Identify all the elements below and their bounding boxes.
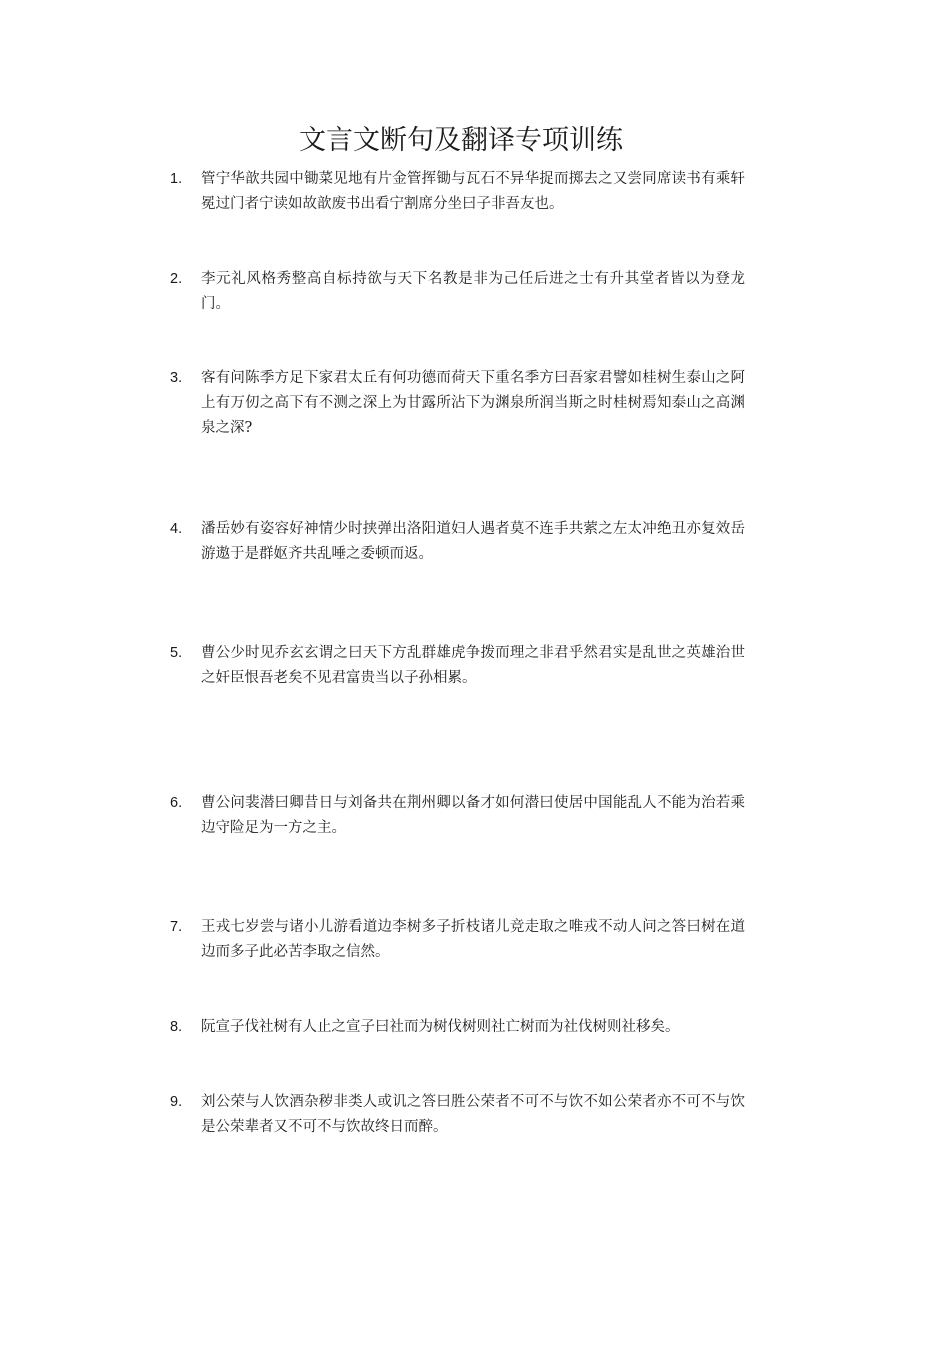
item-number: 8. <box>170 1019 183 1035</box>
exercise-item-6 <box>170 791 745 841</box>
item-text: 刘公荣与人饮酒杂秽非类人或讥之答曰胜公荣者不可不与饮不如公荣者亦不可不与饮是公荣辈者又不可不与饮故终日而醉。 <box>201 1094 745 1135</box>
item-number: 2. <box>170 271 183 287</box>
document-title: 文言文断句及翻译专项训练 <box>299 125 623 156</box>
item-text: 李元礼风格秀整高自标持欲与天下名教是非为己任后进之士有升其堂者皆以为登龙门。 <box>201 271 745 312</box>
item-text: 阮宣子伐社树有人止之宣子曰社而为树伐树则社亡树而为社伐树则社移矣。 <box>201 1019 680 1035</box>
exercise-item-3 <box>170 366 745 441</box>
item-number: 4. <box>170 521 183 537</box>
item-text: 潘岳妙有姿容好神情少时挟弹出洛阳道妇人遇者莫不连手共萦之左太冲绝丑亦复效岳游遨于是群妪齐共乱唾之委顿而返。 <box>201 521 745 562</box>
item-number: 9. <box>170 1094 183 1110</box>
exercise-item-9 <box>170 1090 745 1140</box>
item-text: 管宁华歆共园中锄菜见地有片金管挥锄与瓦石不异华捉而掷去之又尝同席读书有乘轩冕过门者宁读如故歆废书出看宁割席分坐曰子非吾友也。 <box>201 171 745 212</box>
exercise-item-4 <box>170 517 745 567</box>
item-number: 6. <box>170 795 183 811</box>
exercise-item-7 <box>170 915 745 965</box>
item-text: 曹公问裴潜曰卿昔日与刘备共在荆州卿以备才如何潜曰使居中国能乱人不能为治若乘边守险足为一方之主。 <box>201 795 745 836</box>
item-text: 客有问陈季方足下家君太丘有何功德而荷天下重名季方曰吾家君譬如桂树生泰山之阿上有万仞之高下有不测之深上为甘露所沾下为渊泉所润当斯之时桂树焉知泰山之高渊泉之深? <box>201 370 745 436</box>
item-number: 1. <box>170 171 183 187</box>
exercise-item-5 <box>170 641 745 691</box>
exercise-item-2 <box>170 267 745 317</box>
item-number: 5. <box>170 645 183 661</box>
exercise-item-8 <box>170 1015 745 1040</box>
exercise-item-1 <box>170 167 745 217</box>
item-number: 7. <box>170 919 183 935</box>
item-text: 曹公少时见乔玄玄谓之曰天下方乱群雄虎争拨而理之非君乎然君实是乱世之英雄治世之奸臣恨吾老矣不见君富贵当以子孙相累。 <box>201 645 745 686</box>
item-number: 3. <box>170 370 183 386</box>
item-text: 王戎七岁尝与诸小儿游看道边李树多子折枝诸儿竞走取之唯戎不动人问之答曰树在道边而多子此必苦李取之信然。 <box>201 919 745 960</box>
